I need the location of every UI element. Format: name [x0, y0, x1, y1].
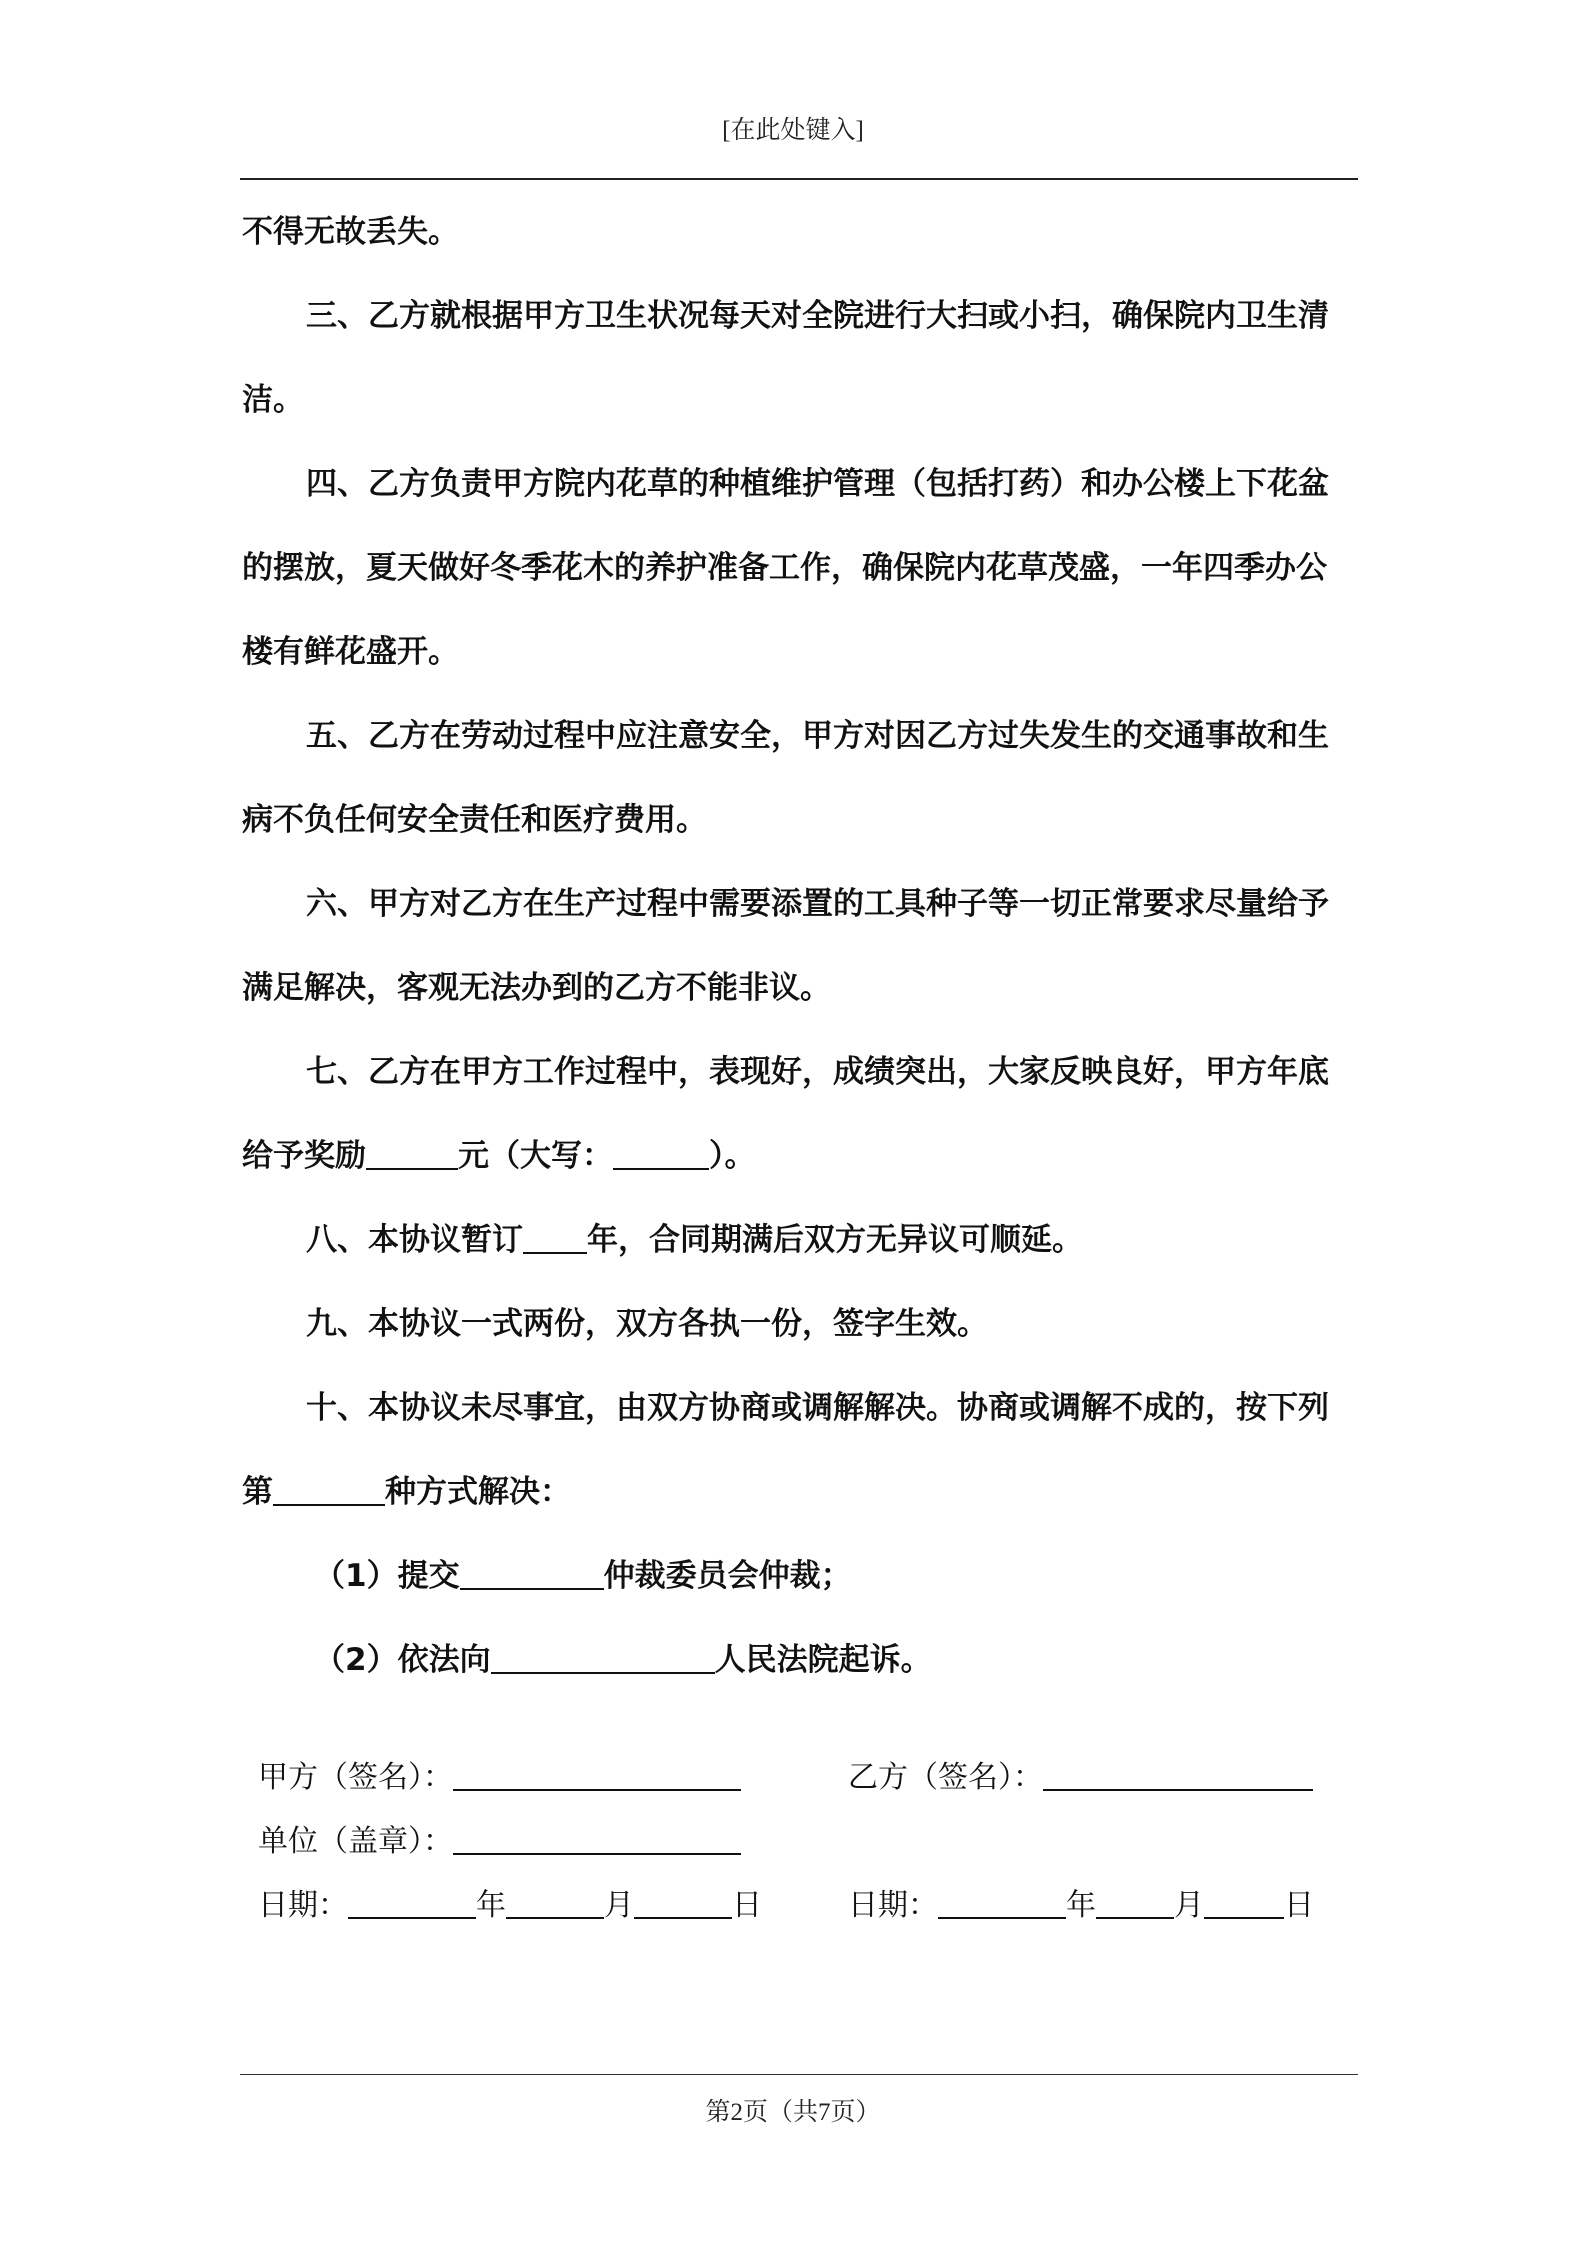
option-1-rest: 仲裁委员会仲裁； [603, 1558, 852, 1594]
date-label: 日期： [258, 1889, 348, 1922]
day-label: 日 [1284, 1889, 1314, 1922]
party-b-signature-line[interactable] [1043, 1761, 1313, 1791]
clause-7-line-2 [242, 1114, 1358, 1198]
clause-6-line-2: 满足解决，客观无法办到的乙方不能非议。 [242, 970, 831, 1006]
party-a-signature-row [258, 1752, 741, 1792]
footer-divider [240, 2074, 1358, 2075]
month-label: 月 [604, 1889, 634, 1922]
option-2-rest: 人民法院起诉。 [714, 1642, 932, 1678]
clause-10-line-1: 十、本协议未尽事宜，由双方协商或调解解决。协商或调解不成的，按下列 [306, 1390, 1329, 1426]
clause-7-line-1: 七、乙方在甲方工作过程中，表现好，成绩突出，大家反映良好，甲方年底 [306, 1054, 1329, 1090]
paragraph-line: 不得无故丢失。 [242, 214, 459, 250]
party-a-signature-line[interactable] [453, 1761, 741, 1791]
header-divider [240, 178, 1358, 180]
clause-4-line-3: 楼有鲜花盛开。 [242, 634, 459, 670]
year-label: 年 [476, 1889, 506, 1922]
method-prefix: 第 [242, 1474, 273, 1510]
unit-seal-row [258, 1816, 741, 1856]
term-label: 八、本协议暂订 [306, 1222, 523, 1258]
clause-3-line-2: 洁。 [242, 382, 304, 418]
date-month-blank[interactable] [1096, 1889, 1174, 1919]
clause-5-line-2: 病不负任何安全责任和医疗费用。 [242, 802, 707, 838]
option-2-line [242, 1618, 1430, 1702]
party-b-date-row [848, 1880, 1314, 1920]
reward-capital-label: 元（大写： [458, 1138, 613, 1174]
date-month-blank[interactable] [506, 1889, 604, 1919]
unit-label: 单位（盖章）： [258, 1825, 453, 1858]
reward-capital-blank[interactable] [613, 1138, 709, 1170]
term-rest: 年，合同期满后双方无异议可顺延。 [587, 1222, 1083, 1258]
page-header: [在此处键入] [722, 117, 864, 144]
clause-4-line-2: 的摆放，夏天做好冬季花木的养护准备工作，确保院内花草茂盛，一年四季办公 [242, 550, 1327, 586]
arbitration-committee-blank[interactable] [460, 1558, 604, 1590]
method-number-blank[interactable] [273, 1474, 385, 1506]
clause-9-line: 九、本协议一式两份，双方各执一份，签字生效。 [306, 1306, 988, 1342]
term-years-blank[interactable] [523, 1222, 587, 1254]
party-b-signature-row [848, 1752, 1313, 1792]
option-1-line [242, 1534, 1430, 1618]
clause-4-line-1: 四、乙方负责甲方院内花草的种植维护管理（包括打药）和办公楼上下花盆 [306, 466, 1329, 502]
reward-label: 给予奖励 [242, 1138, 366, 1174]
clause-8-line [242, 1198, 1422, 1282]
year-label: 年 [1066, 1889, 1096, 1922]
clause-5-line-1: 五、乙方在劳动过程中应注意安全，甲方对因乙方过失发生的交通事故和生 [306, 718, 1329, 754]
party-b-label: 乙方（签名）： [848, 1761, 1043, 1794]
reward-amount-blank[interactable] [366, 1138, 458, 1170]
court-name-blank[interactable] [491, 1642, 715, 1674]
option-2-label: （2）依法向 [314, 1642, 491, 1678]
method-suffix: 种方式解决： [385, 1474, 571, 1510]
month-label: 月 [1174, 1889, 1204, 1922]
date-year-blank[interactable] [348, 1889, 476, 1919]
clause-6-line-1: 六、甲方对乙方在生产过程中需要添置的工具种子等一切正常要求尽量给予 [306, 886, 1329, 922]
date-label: 日期： [848, 1889, 938, 1922]
day-label: 日 [732, 1889, 762, 1922]
party-a-label: 甲方（签名）： [258, 1761, 453, 1794]
date-year-blank[interactable] [938, 1889, 1066, 1919]
date-day-blank[interactable] [1204, 1889, 1284, 1919]
reward-close: ）。 [709, 1138, 756, 1174]
party-a-date-row [258, 1880, 762, 1920]
page-number: 第2页（共7页） [705, 2099, 881, 2126]
date-day-blank[interactable] [634, 1889, 732, 1919]
option-1-label: （1）提交 [314, 1558, 460, 1594]
clause-3-line-1: 三、乙方就根据甲方卫生状况每天对全院进行大扫或小扫，确保院内卫生清 [306, 298, 1329, 334]
unit-seal-line[interactable] [453, 1825, 741, 1855]
clause-10-line-2 [242, 1450, 1358, 1534]
